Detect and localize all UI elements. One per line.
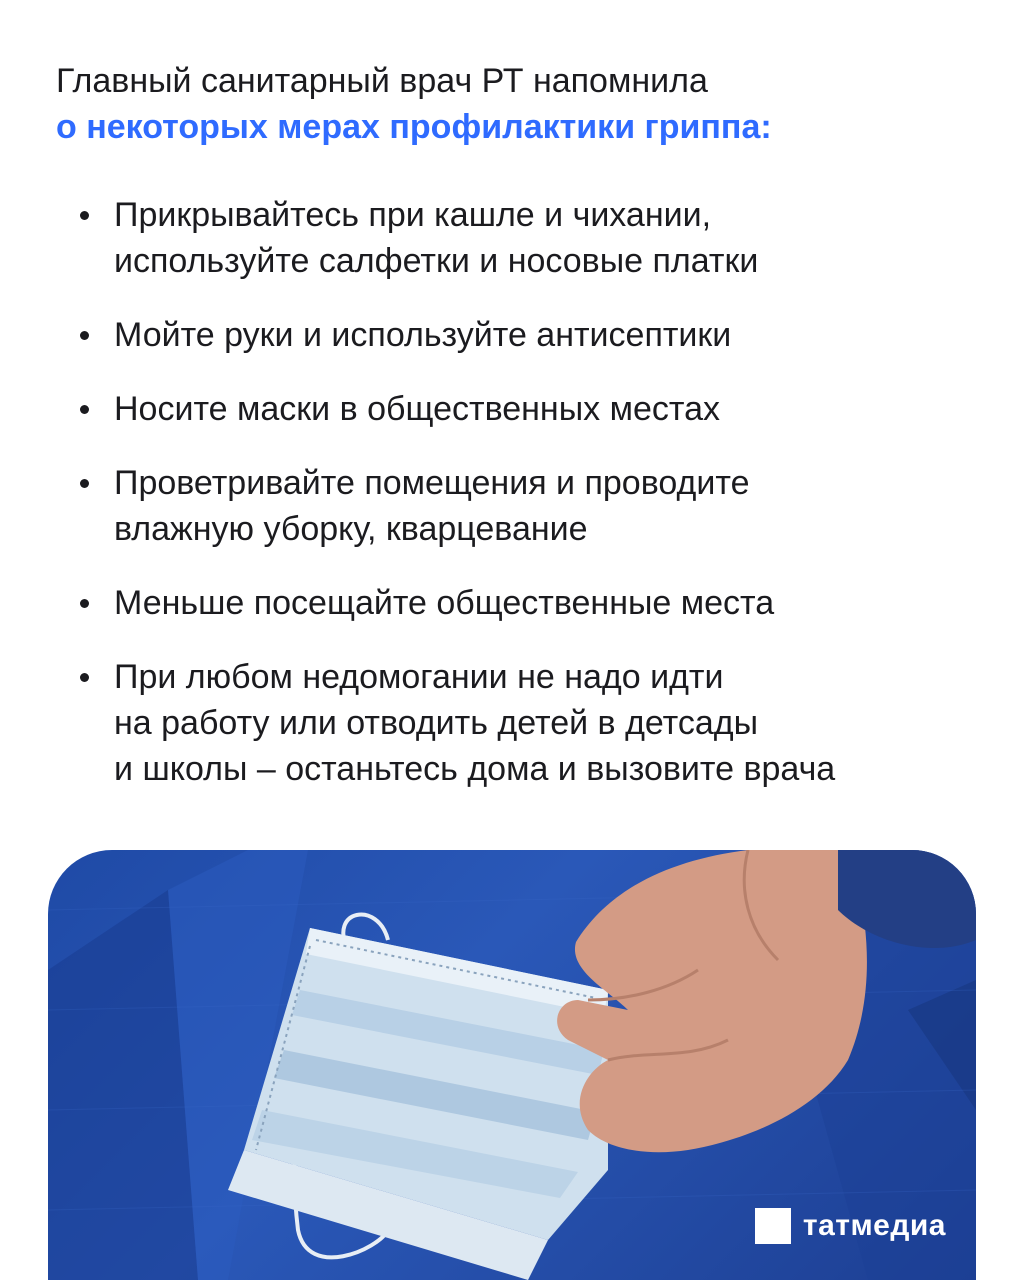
mask-photo xyxy=(48,850,976,1280)
bullet-icon xyxy=(80,673,89,682)
bullet-icon xyxy=(80,405,89,414)
tip-text: При любом недомогании не надо идти на работу или отводить детей в детсады и школы – останьтесь дома и вызовите врача xyxy=(114,658,836,788)
heading-highlight: о некоторых мерах профилактики гриппа: xyxy=(56,108,772,146)
bullet-icon xyxy=(80,331,89,340)
brand-name: татмедиа xyxy=(802,1209,946,1242)
bullet-icon xyxy=(80,479,89,488)
heading-line: Главный санитарный врач РТ напомнила xyxy=(56,62,708,100)
list-item xyxy=(78,654,978,792)
bullet-icon xyxy=(80,599,89,608)
list-item xyxy=(78,460,978,552)
list-item xyxy=(78,580,978,626)
tip-text: Мойте руки и используйте антисептики xyxy=(114,316,732,354)
brand-logo xyxy=(755,1208,946,1244)
tip-text: Проветривайте помещения и проводите влажную уборку, кварцевание xyxy=(114,464,750,548)
bullet-icon xyxy=(80,211,89,220)
list-item xyxy=(78,192,978,284)
tatmedia-logo-icon xyxy=(755,1208,791,1244)
page-heading xyxy=(56,58,772,150)
tip-text: Меньше посещайте общественные места xyxy=(114,584,775,622)
list-item xyxy=(78,312,978,358)
tip-text: Прикрывайтесь при кашле и чихании, используйте салфетки и носовые платки xyxy=(114,196,759,280)
tip-text: Носите маски в общественных местах xyxy=(114,390,720,428)
tips-list xyxy=(78,192,978,820)
list-item xyxy=(78,386,978,432)
